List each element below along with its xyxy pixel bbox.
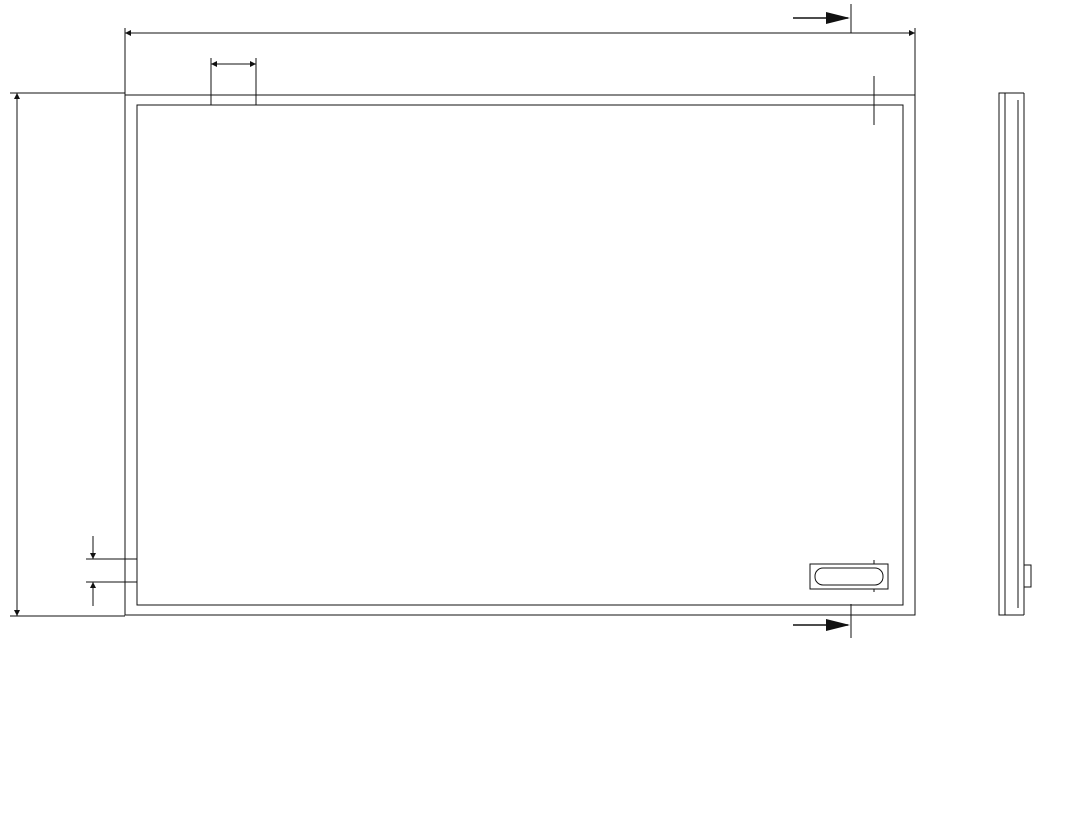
dimension-bar-spacing xyxy=(211,58,256,105)
section-marker-bottom xyxy=(793,604,851,638)
section-marker-top xyxy=(793,4,851,33)
mat-frame xyxy=(125,95,915,615)
dimension-bar-pitch xyxy=(86,536,137,606)
aco-logo-plate xyxy=(810,564,888,589)
dimension-height xyxy=(10,93,125,616)
dimension-width xyxy=(125,28,915,95)
section-profile xyxy=(999,93,1031,615)
